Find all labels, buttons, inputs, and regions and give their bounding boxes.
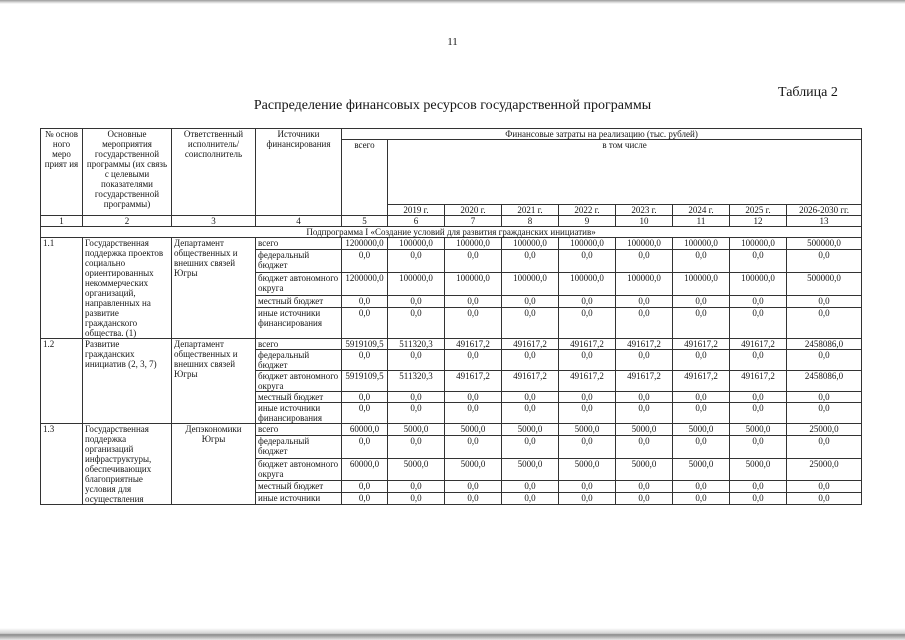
value-cell: 0,0 xyxy=(559,350,616,371)
column-number: 8 xyxy=(502,216,559,227)
value-cell: 100000,0 xyxy=(502,238,559,250)
value-cell: 0,0 xyxy=(388,435,445,458)
value-cell: 0,0 xyxy=(445,295,502,307)
table-row xyxy=(41,238,862,250)
source-label: бюджет автономного округа xyxy=(256,458,342,481)
value-cell: 100000,0 xyxy=(673,273,730,296)
column-number: 13 xyxy=(787,216,862,227)
value-cell: 0,0 xyxy=(616,435,673,458)
value-cell: 0,0 xyxy=(445,250,502,273)
source-label: местный бюджет xyxy=(256,392,342,403)
value-cell: 0,0 xyxy=(342,308,388,339)
value-cell: 0,0 xyxy=(673,481,730,493)
column-number: 2 xyxy=(83,216,172,227)
value-cell: 0,0 xyxy=(445,481,502,493)
column-number: 4 xyxy=(256,216,342,227)
value-cell: 0,0 xyxy=(730,435,787,458)
value-cell: 0,0 xyxy=(730,493,787,505)
column-number: 5 xyxy=(342,216,388,227)
column-number: 11 xyxy=(673,216,730,227)
scan-bottom-edge xyxy=(0,628,905,640)
value-cell: 491617,2 xyxy=(616,371,673,392)
value-cell: 25000,0 xyxy=(787,424,862,436)
activity-number: 1.1 xyxy=(41,238,83,339)
header-including: в том числе xyxy=(388,140,862,205)
value-cell: 100000,0 xyxy=(616,273,673,296)
subprogram-title: Подпрограмма I «Создание условий для развития гражданских инициатив» xyxy=(41,227,862,238)
value-cell: 491617,2 xyxy=(445,371,502,392)
activity-name: Государственная поддержка организаций инфраструктуры, обеспечивающих благоприятные условия для осуществления xyxy=(83,424,172,505)
source-label: бюджет автономного округа xyxy=(256,273,342,296)
value-cell: 0,0 xyxy=(787,250,862,273)
header-year-2024: 2024 г. xyxy=(673,205,730,216)
value-cell: 0,0 xyxy=(445,392,502,403)
value-cell: 0,0 xyxy=(502,392,559,403)
value-cell: 0,0 xyxy=(342,250,388,273)
value-cell: 0,0 xyxy=(730,403,787,424)
value-cell: 5000,0 xyxy=(445,458,502,481)
value-cell: 0,0 xyxy=(673,392,730,403)
value-cell: 5000,0 xyxy=(502,458,559,481)
column-number: 3 xyxy=(172,216,256,227)
activity-number: 1.3 xyxy=(41,424,83,505)
source-label: местный бюджет xyxy=(256,481,342,493)
value-cell: 0,0 xyxy=(673,308,730,339)
source-label: федеральный бюджет xyxy=(256,250,342,273)
value-cell: 0,0 xyxy=(730,295,787,307)
value-cell: 0,0 xyxy=(616,350,673,371)
header-year-2025: 2025 г. xyxy=(730,205,787,216)
value-cell: 0,0 xyxy=(342,493,388,505)
value-cell: 0,0 xyxy=(787,481,862,493)
header-year-2022: 2022 г. xyxy=(559,205,616,216)
value-cell: 0,0 xyxy=(388,308,445,339)
value-cell: 0,0 xyxy=(673,295,730,307)
value-cell: 5000,0 xyxy=(388,458,445,481)
value-cell: 491617,2 xyxy=(673,371,730,392)
value-cell: 0,0 xyxy=(388,392,445,403)
value-cell: 0,0 xyxy=(616,403,673,424)
value-cell: 5919109,5 xyxy=(342,371,388,392)
column-number: 1 xyxy=(41,216,83,227)
source-label: всего xyxy=(256,339,342,350)
column-numbers-row xyxy=(41,216,862,227)
value-cell: 0,0 xyxy=(388,250,445,273)
value-cell: 100000,0 xyxy=(559,273,616,296)
value-cell: 100000,0 xyxy=(502,273,559,296)
value-cell: 0,0 xyxy=(559,403,616,424)
value-cell: 100000,0 xyxy=(388,238,445,250)
header-year-2021: 2021 г. xyxy=(502,205,559,216)
value-cell: 0,0 xyxy=(616,250,673,273)
column-number: 7 xyxy=(445,216,502,227)
table-row xyxy=(41,424,862,436)
value-cell: 0,0 xyxy=(787,403,862,424)
value-cell: 5000,0 xyxy=(616,458,673,481)
activity-executor: Депэкономики Югры xyxy=(172,424,256,505)
value-cell: 491617,2 xyxy=(673,339,730,350)
value-cell: 5000,0 xyxy=(673,424,730,436)
value-cell: 491617,2 xyxy=(730,371,787,392)
header-sources: Источники финансирования xyxy=(256,129,342,216)
value-cell: 0,0 xyxy=(559,435,616,458)
value-cell: 0,0 xyxy=(342,350,388,371)
source-label: федеральный бюджет xyxy=(256,350,342,371)
value-cell: 491617,2 xyxy=(616,339,673,350)
value-cell: 0,0 xyxy=(445,308,502,339)
table-label: Таблица 2 xyxy=(778,85,838,100)
value-cell: 1200000,0 xyxy=(342,238,388,250)
value-cell: 100000,0 xyxy=(673,238,730,250)
value-cell: 0,0 xyxy=(559,250,616,273)
value-cell: 100000,0 xyxy=(730,238,787,250)
header-total: всего xyxy=(342,140,388,216)
value-cell: 100000,0 xyxy=(445,238,502,250)
value-cell: 60000,0 xyxy=(342,458,388,481)
source-label: иные источники финансирования xyxy=(256,308,342,339)
value-cell: 491617,2 xyxy=(559,371,616,392)
value-cell: 5000,0 xyxy=(730,458,787,481)
header-executor: Ответственный исполнитель/ соисполнитель xyxy=(172,129,256,216)
value-cell: 0,0 xyxy=(787,350,862,371)
value-cell: 0,0 xyxy=(445,350,502,371)
value-cell: 0,0 xyxy=(787,435,862,458)
value-cell: 491617,2 xyxy=(502,371,559,392)
value-cell: 0,0 xyxy=(388,295,445,307)
value-cell: 0,0 xyxy=(502,403,559,424)
value-cell: 5919109,5 xyxy=(342,339,388,350)
value-cell: 0,0 xyxy=(616,295,673,307)
value-cell: 0,0 xyxy=(673,493,730,505)
activity-name: Развитие гражданских инициатив (2, 3, 7) xyxy=(83,339,172,424)
value-cell: 1200000,0 xyxy=(342,273,388,296)
value-cell: 0,0 xyxy=(342,481,388,493)
value-cell: 491617,2 xyxy=(730,339,787,350)
value-cell: 0,0 xyxy=(673,435,730,458)
value-cell: 5000,0 xyxy=(445,424,502,436)
value-cell: 500000,0 xyxy=(787,238,862,250)
value-cell: 2458086,0 xyxy=(787,371,862,392)
value-cell: 491617,2 xyxy=(502,339,559,350)
value-cell: 0,0 xyxy=(787,392,862,403)
value-cell: 0,0 xyxy=(559,493,616,505)
value-cell: 0,0 xyxy=(787,295,862,307)
value-cell: 2458086,0 xyxy=(787,339,862,350)
value-cell: 0,0 xyxy=(673,350,730,371)
source-label: федеральный бюджет xyxy=(256,435,342,458)
activity-name: Государственная поддержка проектов социально ориентированных некоммерческих организаций, направленных на развитие гражданского общества. (1) xyxy=(83,238,172,339)
value-cell: 0,0 xyxy=(388,350,445,371)
column-number: 6 xyxy=(388,216,445,227)
value-cell: 5000,0 xyxy=(559,424,616,436)
value-cell: 0,0 xyxy=(673,250,730,273)
table-row xyxy=(41,339,862,350)
value-cell: 0,0 xyxy=(388,493,445,505)
header-year-2019: 2019 г. xyxy=(388,205,445,216)
value-cell: 0,0 xyxy=(502,435,559,458)
financial-resources-table xyxy=(40,128,862,505)
value-cell: 0,0 xyxy=(559,481,616,493)
activity-executor: Департамент общественных и внешних связей Югры xyxy=(172,238,256,339)
value-cell: 0,0 xyxy=(730,350,787,371)
value-cell: 0,0 xyxy=(673,403,730,424)
value-cell: 0,0 xyxy=(616,481,673,493)
value-cell: 0,0 xyxy=(616,493,673,505)
value-cell: 491617,2 xyxy=(559,339,616,350)
column-number: 10 xyxy=(616,216,673,227)
value-cell: 0,0 xyxy=(787,493,862,505)
value-cell: 5000,0 xyxy=(730,424,787,436)
source-label: местный бюджет xyxy=(256,295,342,307)
source-label: иные источники финансирования xyxy=(256,403,342,424)
value-cell: 0,0 xyxy=(502,350,559,371)
value-cell: 491617,2 xyxy=(445,339,502,350)
source-label: всего xyxy=(256,424,342,436)
value-cell: 0,0 xyxy=(559,392,616,403)
value-cell: 0,0 xyxy=(730,250,787,273)
value-cell: 0,0 xyxy=(502,481,559,493)
value-cell: 0,0 xyxy=(559,295,616,307)
value-cell: 5000,0 xyxy=(559,458,616,481)
value-cell: 0,0 xyxy=(616,392,673,403)
value-cell: 0,0 xyxy=(388,481,445,493)
activity-executor: Департамент общественных и внешних связей Югры xyxy=(172,339,256,424)
value-cell: 5000,0 xyxy=(502,424,559,436)
value-cell: 100000,0 xyxy=(559,238,616,250)
value-cell: 500000,0 xyxy=(787,273,862,296)
source-label: всего xyxy=(256,238,342,250)
header-year-2026-2030: 2026-2030 гг. xyxy=(787,205,862,216)
column-number: 9 xyxy=(559,216,616,227)
value-cell: 100000,0 xyxy=(445,273,502,296)
value-cell: 100000,0 xyxy=(388,273,445,296)
value-cell: 60000,0 xyxy=(342,424,388,436)
value-cell: 5000,0 xyxy=(673,458,730,481)
value-cell: 0,0 xyxy=(787,308,862,339)
value-cell: 25000,0 xyxy=(787,458,862,481)
header-year-2020: 2020 г. xyxy=(445,205,502,216)
value-cell: 0,0 xyxy=(445,493,502,505)
value-cell: 511320,3 xyxy=(388,371,445,392)
source-label: иные источники xyxy=(256,493,342,505)
value-cell: 0,0 xyxy=(342,295,388,307)
value-cell: 5000,0 xyxy=(388,424,445,436)
header-costs: Финансовые затраты на реализацию (тыс. рублей) xyxy=(342,129,862,140)
source-label: бюджет автономного округа xyxy=(256,371,342,392)
value-cell: 100000,0 xyxy=(730,273,787,296)
value-cell: 0,0 xyxy=(388,403,445,424)
value-cell: 0,0 xyxy=(445,403,502,424)
scan-top-edge xyxy=(0,0,905,4)
column-number: 12 xyxy=(730,216,787,227)
value-cell: 0,0 xyxy=(502,250,559,273)
header-year-2023: 2023 г. xyxy=(616,205,673,216)
value-cell: 5000,0 xyxy=(616,424,673,436)
document-title: Распределение финансовых ресурсов государственной программы xyxy=(253,98,652,113)
value-cell: 0,0 xyxy=(342,435,388,458)
header-activity: Основные мероприятия государственной программы (их связь с целевыми показателями государственной программы) xyxy=(83,129,172,216)
value-cell: 0,0 xyxy=(502,308,559,339)
value-cell: 0,0 xyxy=(502,295,559,307)
value-cell: 0,0 xyxy=(559,308,616,339)
value-cell: 0,0 xyxy=(730,308,787,339)
value-cell: 0,0 xyxy=(342,403,388,424)
activity-number: 1.2 xyxy=(41,339,83,424)
value-cell: 0,0 xyxy=(730,392,787,403)
value-cell: 0,0 xyxy=(502,493,559,505)
value-cell: 511320,3 xyxy=(388,339,445,350)
page-number: 11 xyxy=(447,36,458,48)
value-cell: 0,0 xyxy=(616,308,673,339)
header-no: № основ ного меро прият ия xyxy=(41,129,83,216)
value-cell: 0,0 xyxy=(730,481,787,493)
value-cell: 0,0 xyxy=(445,435,502,458)
value-cell: 100000,0 xyxy=(616,238,673,250)
value-cell: 0,0 xyxy=(342,392,388,403)
